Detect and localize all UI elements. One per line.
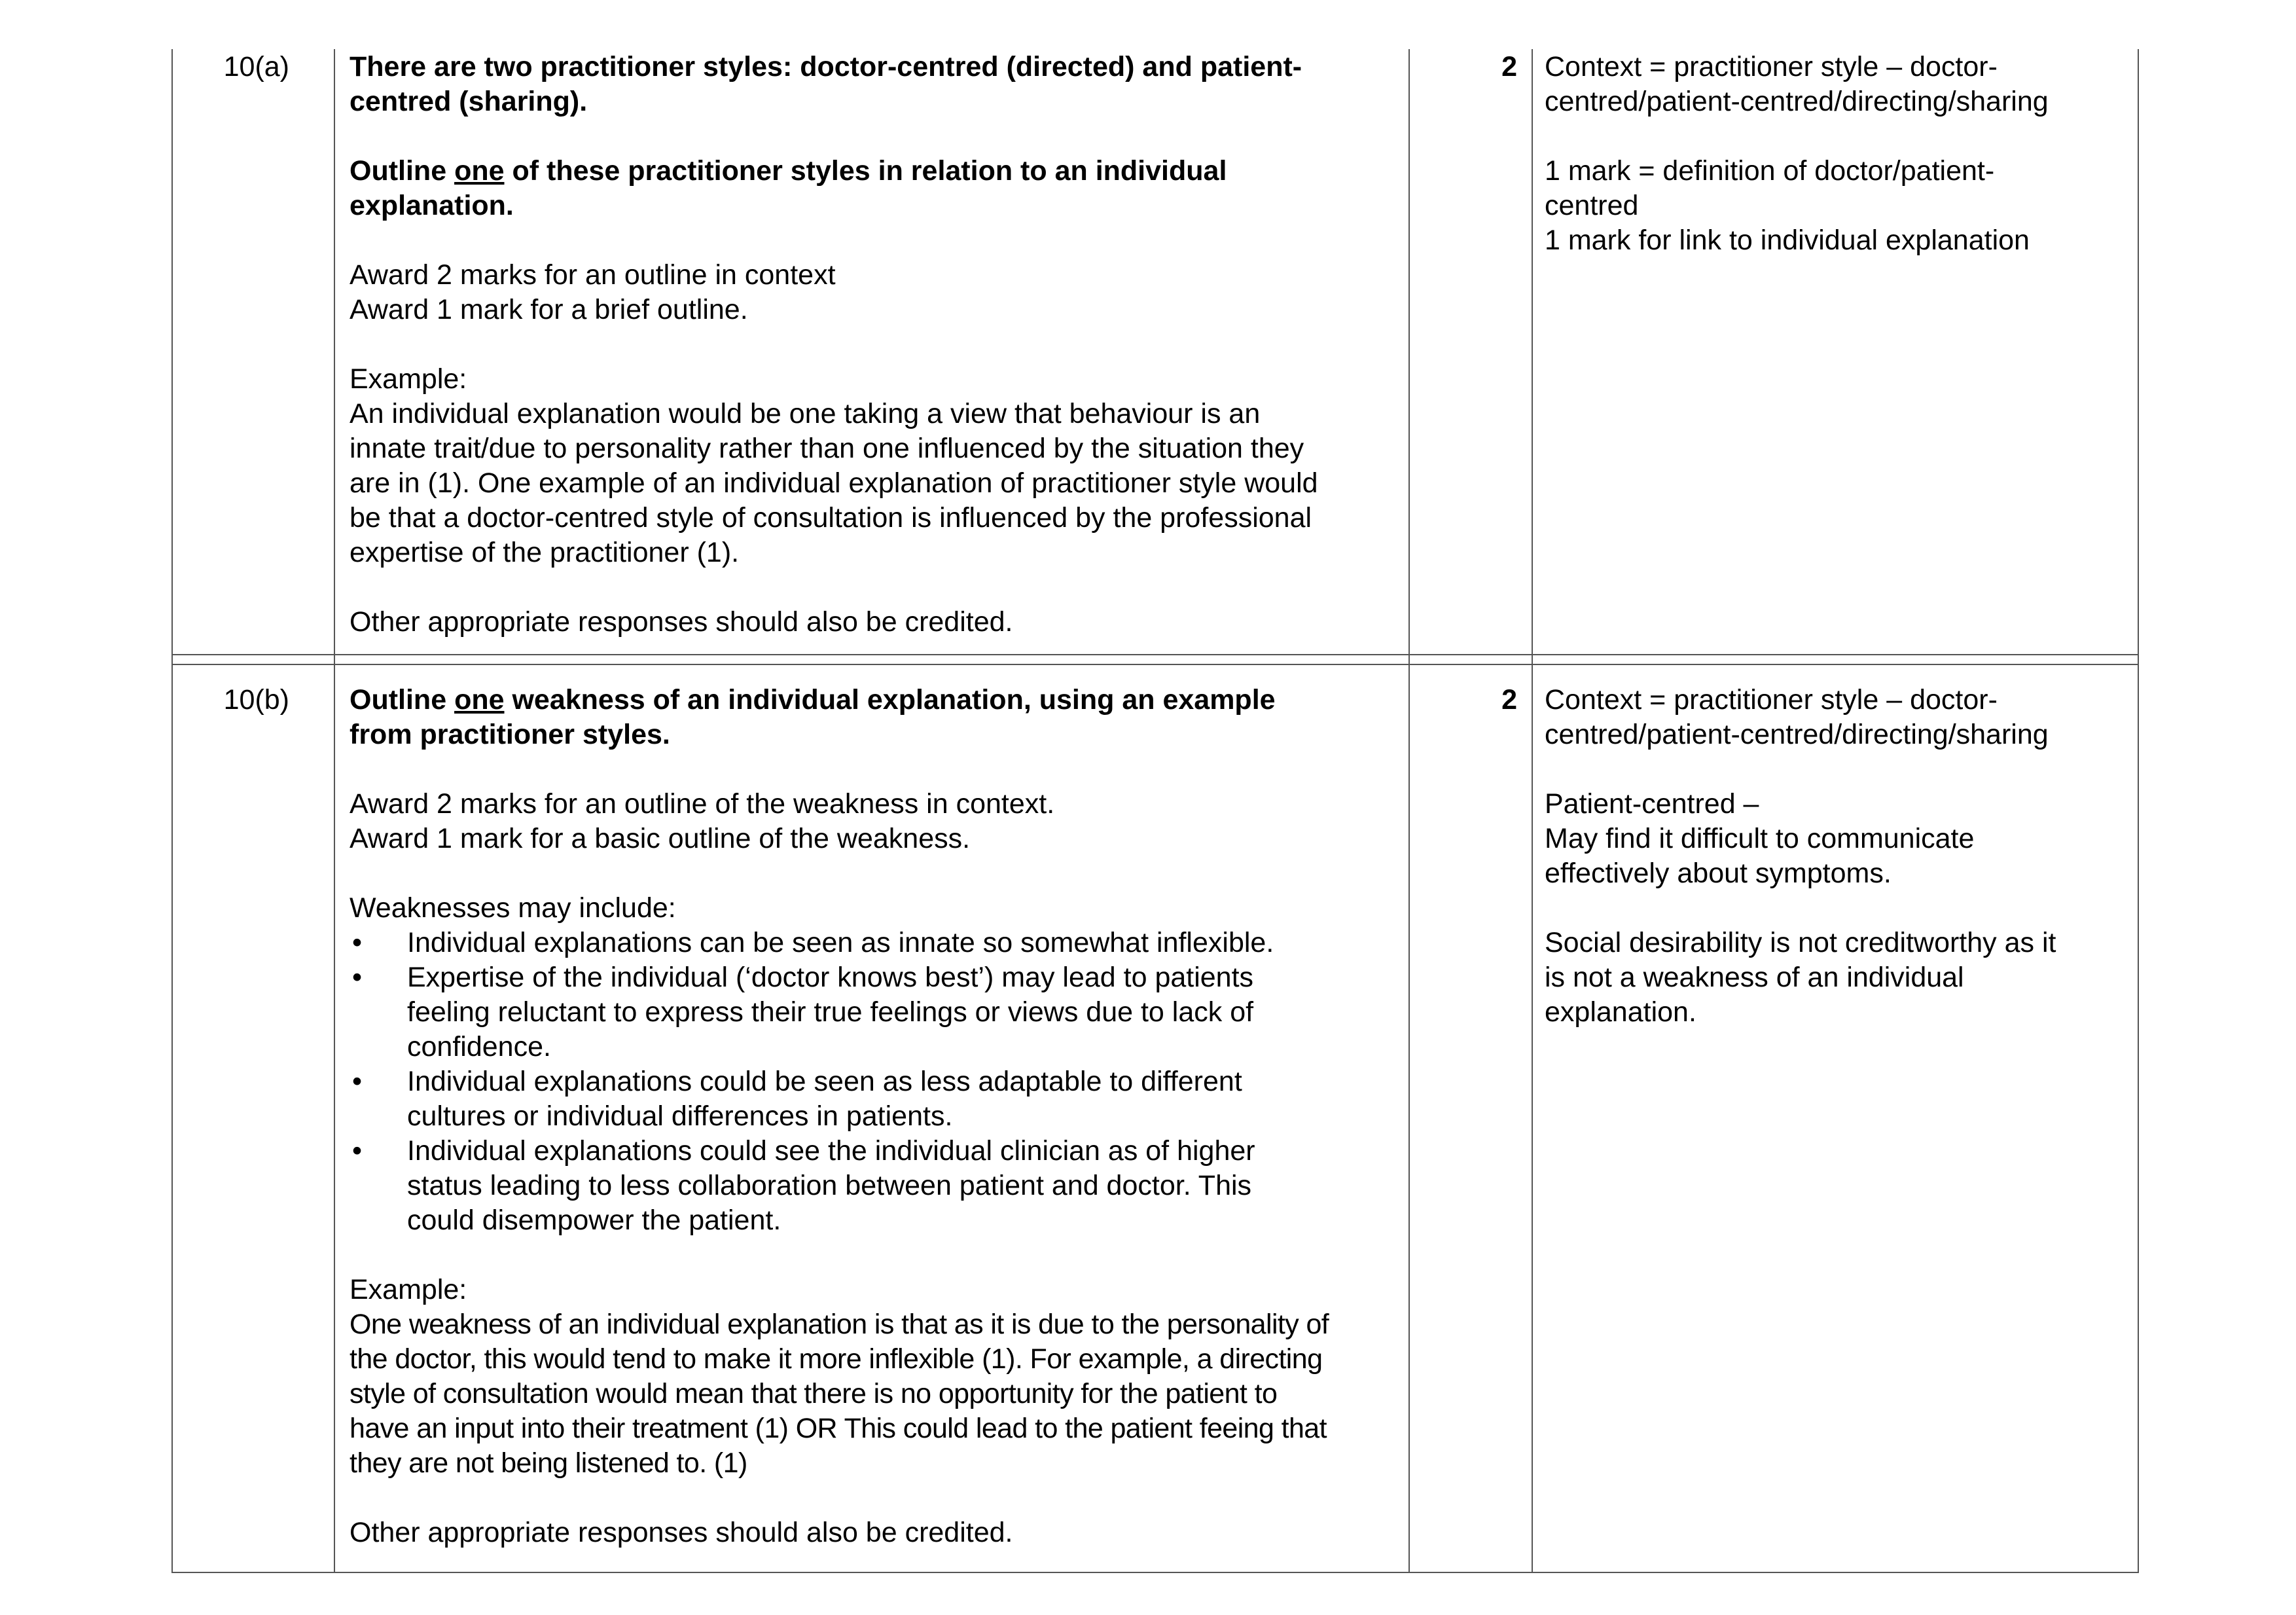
row-separator-top [171, 654, 2139, 655]
guidance-line: centred/patient-centred/directing/sharing [1545, 86, 2049, 117]
guidance-line: centred [1545, 190, 1639, 221]
question-task-line: Outline one weakness of an individual explanation, using an example [350, 684, 1276, 716]
question-task-line: explanation. [350, 190, 514, 221]
example-line: One weakness of an individual explanation is that as it is due to the personality of [350, 1309, 1329, 1340]
guidance-line [1545, 891, 2127, 926]
table-divider-number [334, 49, 335, 1573]
question-content [350, 683, 1397, 1550]
guidance-line: May find it difficult to communicate [1545, 823, 1975, 854]
credit-note: Other appropriate responses should also be credited. [350, 606, 1013, 638]
example-line: are in (1). One example of an individual explanation of practitioner style would [350, 467, 1318, 499]
example-line: they are not being listened to. (1) [350, 1447, 747, 1479]
guidance-line: explanation. [1545, 996, 1696, 1028]
guidance-line [1545, 752, 2127, 787]
question-number: 10(b) [223, 684, 289, 716]
question-task-line: Outline one of these practitioner styles in relation to an individual [350, 155, 1227, 187]
guidance-line: Social desirability is not creditworthy as it [1545, 927, 2056, 958]
guidance-line: centred/patient-centred/directing/sharing [1545, 719, 2049, 750]
emphasis-word: one [454, 684, 505, 716]
example-line: style of consultation would mean that there is no opportunity for the patient to [350, 1378, 1278, 1409]
guidance-notes [1545, 683, 2127, 1030]
guidance-line [1545, 119, 2127, 154]
table-divider-question [1408, 49, 1410, 1573]
award-line: Award 2 marks for an outline in context [350, 259, 836, 291]
example-line: have an input into their treatment (1) OR This could lead to the patient feeing that [350, 1413, 1327, 1444]
guidance-line: is not a weakness of an individual [1545, 962, 1964, 993]
table-border-left [171, 49, 173, 1573]
award-line: Award 2 marks for an outline of the weakness in context. [350, 788, 1055, 820]
example-line: be that a doctor-centred style of consultation is influenced by the professional [350, 502, 1312, 534]
weakness-list [350, 926, 1397, 1238]
award-line: Award 1 mark for a brief outline. [350, 294, 748, 325]
guidance-line: Context = practitioner style – doctor- [1545, 51, 1998, 82]
marks-value: 2 [1501, 684, 1517, 716]
example-line: innate trait/due to personality rather than one influenced by the situation they [350, 433, 1304, 464]
weakness-item: • Individual explanations could see the individual clinician as of higher status leading to less collaboration between patient and doctor. This could disempower the patient. [350, 1134, 1397, 1238]
example-line: the doctor, this would tend to make it more inflexible (1). For example, a directing [350, 1343, 1323, 1375]
question-stem-line: There are two practitioner styles: doctor-centred (directed) and patient- [350, 51, 1302, 82]
example-label: Example: [350, 363, 467, 395]
row-separator-bottom [171, 664, 2139, 665]
example-line: expertise of the practitioner (1). [350, 537, 740, 568]
table-border-bottom [171, 1572, 2139, 1573]
guidance-line: Patient-centred – [1545, 788, 1759, 820]
weakness-label: Weaknesses may include: [350, 892, 676, 924]
weakness-item: • Individual explanations can be seen as innate so somewhat inflexible. [350, 926, 1397, 960]
weakness-item: • Individual explanations could be seen as less adaptable to different cultures or individual differences in patients. [350, 1064, 1397, 1134]
award-line: Award 1 mark for a basic outline of the weakness. [350, 823, 971, 854]
guidance-line: 1 mark = definition of doctor/patient- [1545, 155, 1995, 187]
guidance-notes [1545, 50, 2127, 258]
credit-note: Other appropriate responses should also be credited. [350, 1517, 1013, 1548]
question-content [350, 50, 1397, 640]
marks-value: 2 [1501, 51, 1517, 82]
emphasis-word: one [454, 155, 505, 187]
guidance-line: Context = practitioner style – doctor- [1545, 684, 1998, 716]
question-stem-line: centred (sharing). [350, 86, 588, 117]
table-border-right [2138, 49, 2139, 1573]
table-divider-marks [1532, 49, 1533, 1573]
guidance-line: effectively about symptoms. [1545, 858, 1892, 889]
guidance-line: 1 mark for link to individual explanation [1545, 225, 2030, 256]
question-task-line: from practitioner styles. [350, 719, 670, 750]
weakness-item: • Expertise of the individual (‘doctor knows best’) may lead to patients feeling reluctant to express their true feelings or views due to lack of confidence. [350, 960, 1397, 1064]
example-label: Example: [350, 1274, 467, 1305]
example-line: An individual explanation would be one taking a view that behaviour is an [350, 398, 1261, 429]
question-number: 10(a) [223, 51, 289, 82]
